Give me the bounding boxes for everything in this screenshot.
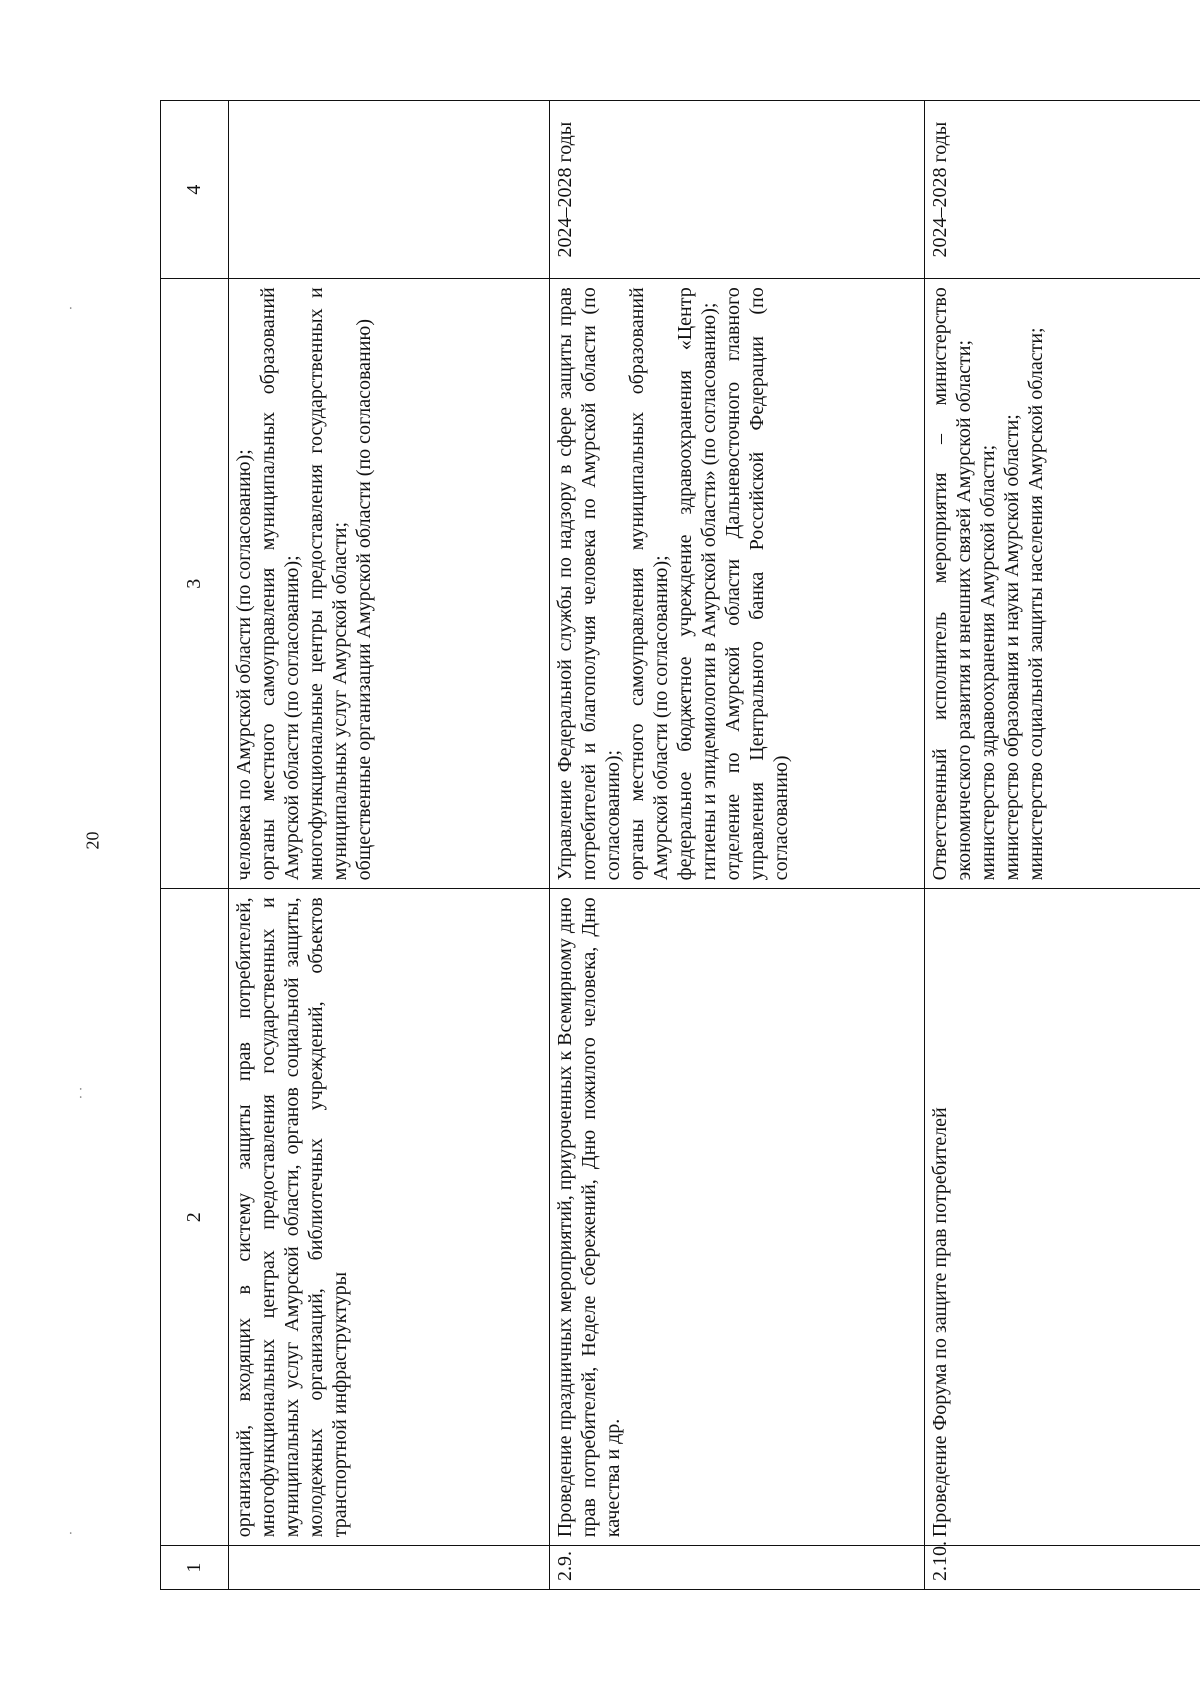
executor-line: Ответственный исполнитель мероприятия – министерство экономического развития и внешних связей Амурской области; xyxy=(929,287,976,881)
executor-line: отделение по Амурской области Дальневосточного главного управления Центрального банка Российской Федерации (по согласованию) xyxy=(721,287,792,881)
header-col-4: 4 xyxy=(161,101,229,279)
row-number: 2.9. xyxy=(549,1546,924,1590)
executor-line: Управление Федеральной службы по надзору в сфере защиты прав потребителей и благополучия человека по Амурской области (по согласованию); xyxy=(553,287,624,881)
event-cell: Проведение праздничных мероприятий, приуроченных к Всемирному дню прав потребителей, Неделе сбережений, Дню пожилого человека, Дню качества и др. xyxy=(549,889,924,1546)
executor-line: министерство социальной защиты населения Амурской области; xyxy=(1025,327,1048,881)
executors-cell xyxy=(549,279,924,889)
rotated-table-container xyxy=(160,100,1200,1590)
table-row xyxy=(228,101,549,1590)
row-number: 2.10. xyxy=(925,1546,1200,1590)
period-cell xyxy=(228,101,549,279)
executors-cell xyxy=(925,279,1200,889)
executor-line: общественные организации Амурской области (по согласованию) xyxy=(352,318,375,881)
event-cell: Проведение Форума по защите прав потребителей xyxy=(925,889,1200,1546)
header-col-3: 3 xyxy=(161,279,229,889)
executor-line: органы местного самоуправления муниципальных образований Амурской области (по согласованию); xyxy=(256,287,303,881)
table-row xyxy=(549,101,924,1590)
executor-line: министерство образования и науки Амурской области; xyxy=(1001,414,1024,881)
event-cell: организаций, входящих в систему защиты прав потребителей, многофункциональных центрах предоставления государственных и муниципальных услуг Амурской области, органов социальной защиты, молодежных организаций, библиотечных учреждений, объектов транспортной инфраструктуры xyxy=(228,889,549,1546)
events-table xyxy=(160,100,1200,1590)
executor-line: министерство здравоохранения Амурской области; xyxy=(977,444,1000,881)
table-row xyxy=(925,101,1200,1590)
executor-line: человека по Амурской области (по согласованию); xyxy=(232,449,255,881)
period-cell: 2024–2028 годы xyxy=(925,101,1200,279)
scan-speck: · xyxy=(64,1530,80,1536)
scan-speck: · · xyxy=(74,1086,90,1100)
row-number xyxy=(228,1546,549,1590)
executor-line: органы местного самоуправления муниципальных образований Амурской области (по согласованию); xyxy=(625,287,672,881)
period-cell: 2024–2028 годы xyxy=(549,101,924,279)
page-number: 20 xyxy=(82,831,103,850)
table-header-row xyxy=(161,101,229,1590)
executor-line: многофункциональные центры предоставления государственных и муниципальных услуг Амурской области; xyxy=(304,287,351,881)
header-col-2: 2 xyxy=(161,889,229,1546)
scan-speck: · xyxy=(64,305,80,311)
header-col-1: 1 xyxy=(161,1546,229,1590)
executors-cell xyxy=(228,279,549,889)
executor-line: федеральное бюджетное учреждение здравоохранения «Центр гигиены и эпидемиологии в Амурской области» (по согласованию); xyxy=(673,287,720,881)
